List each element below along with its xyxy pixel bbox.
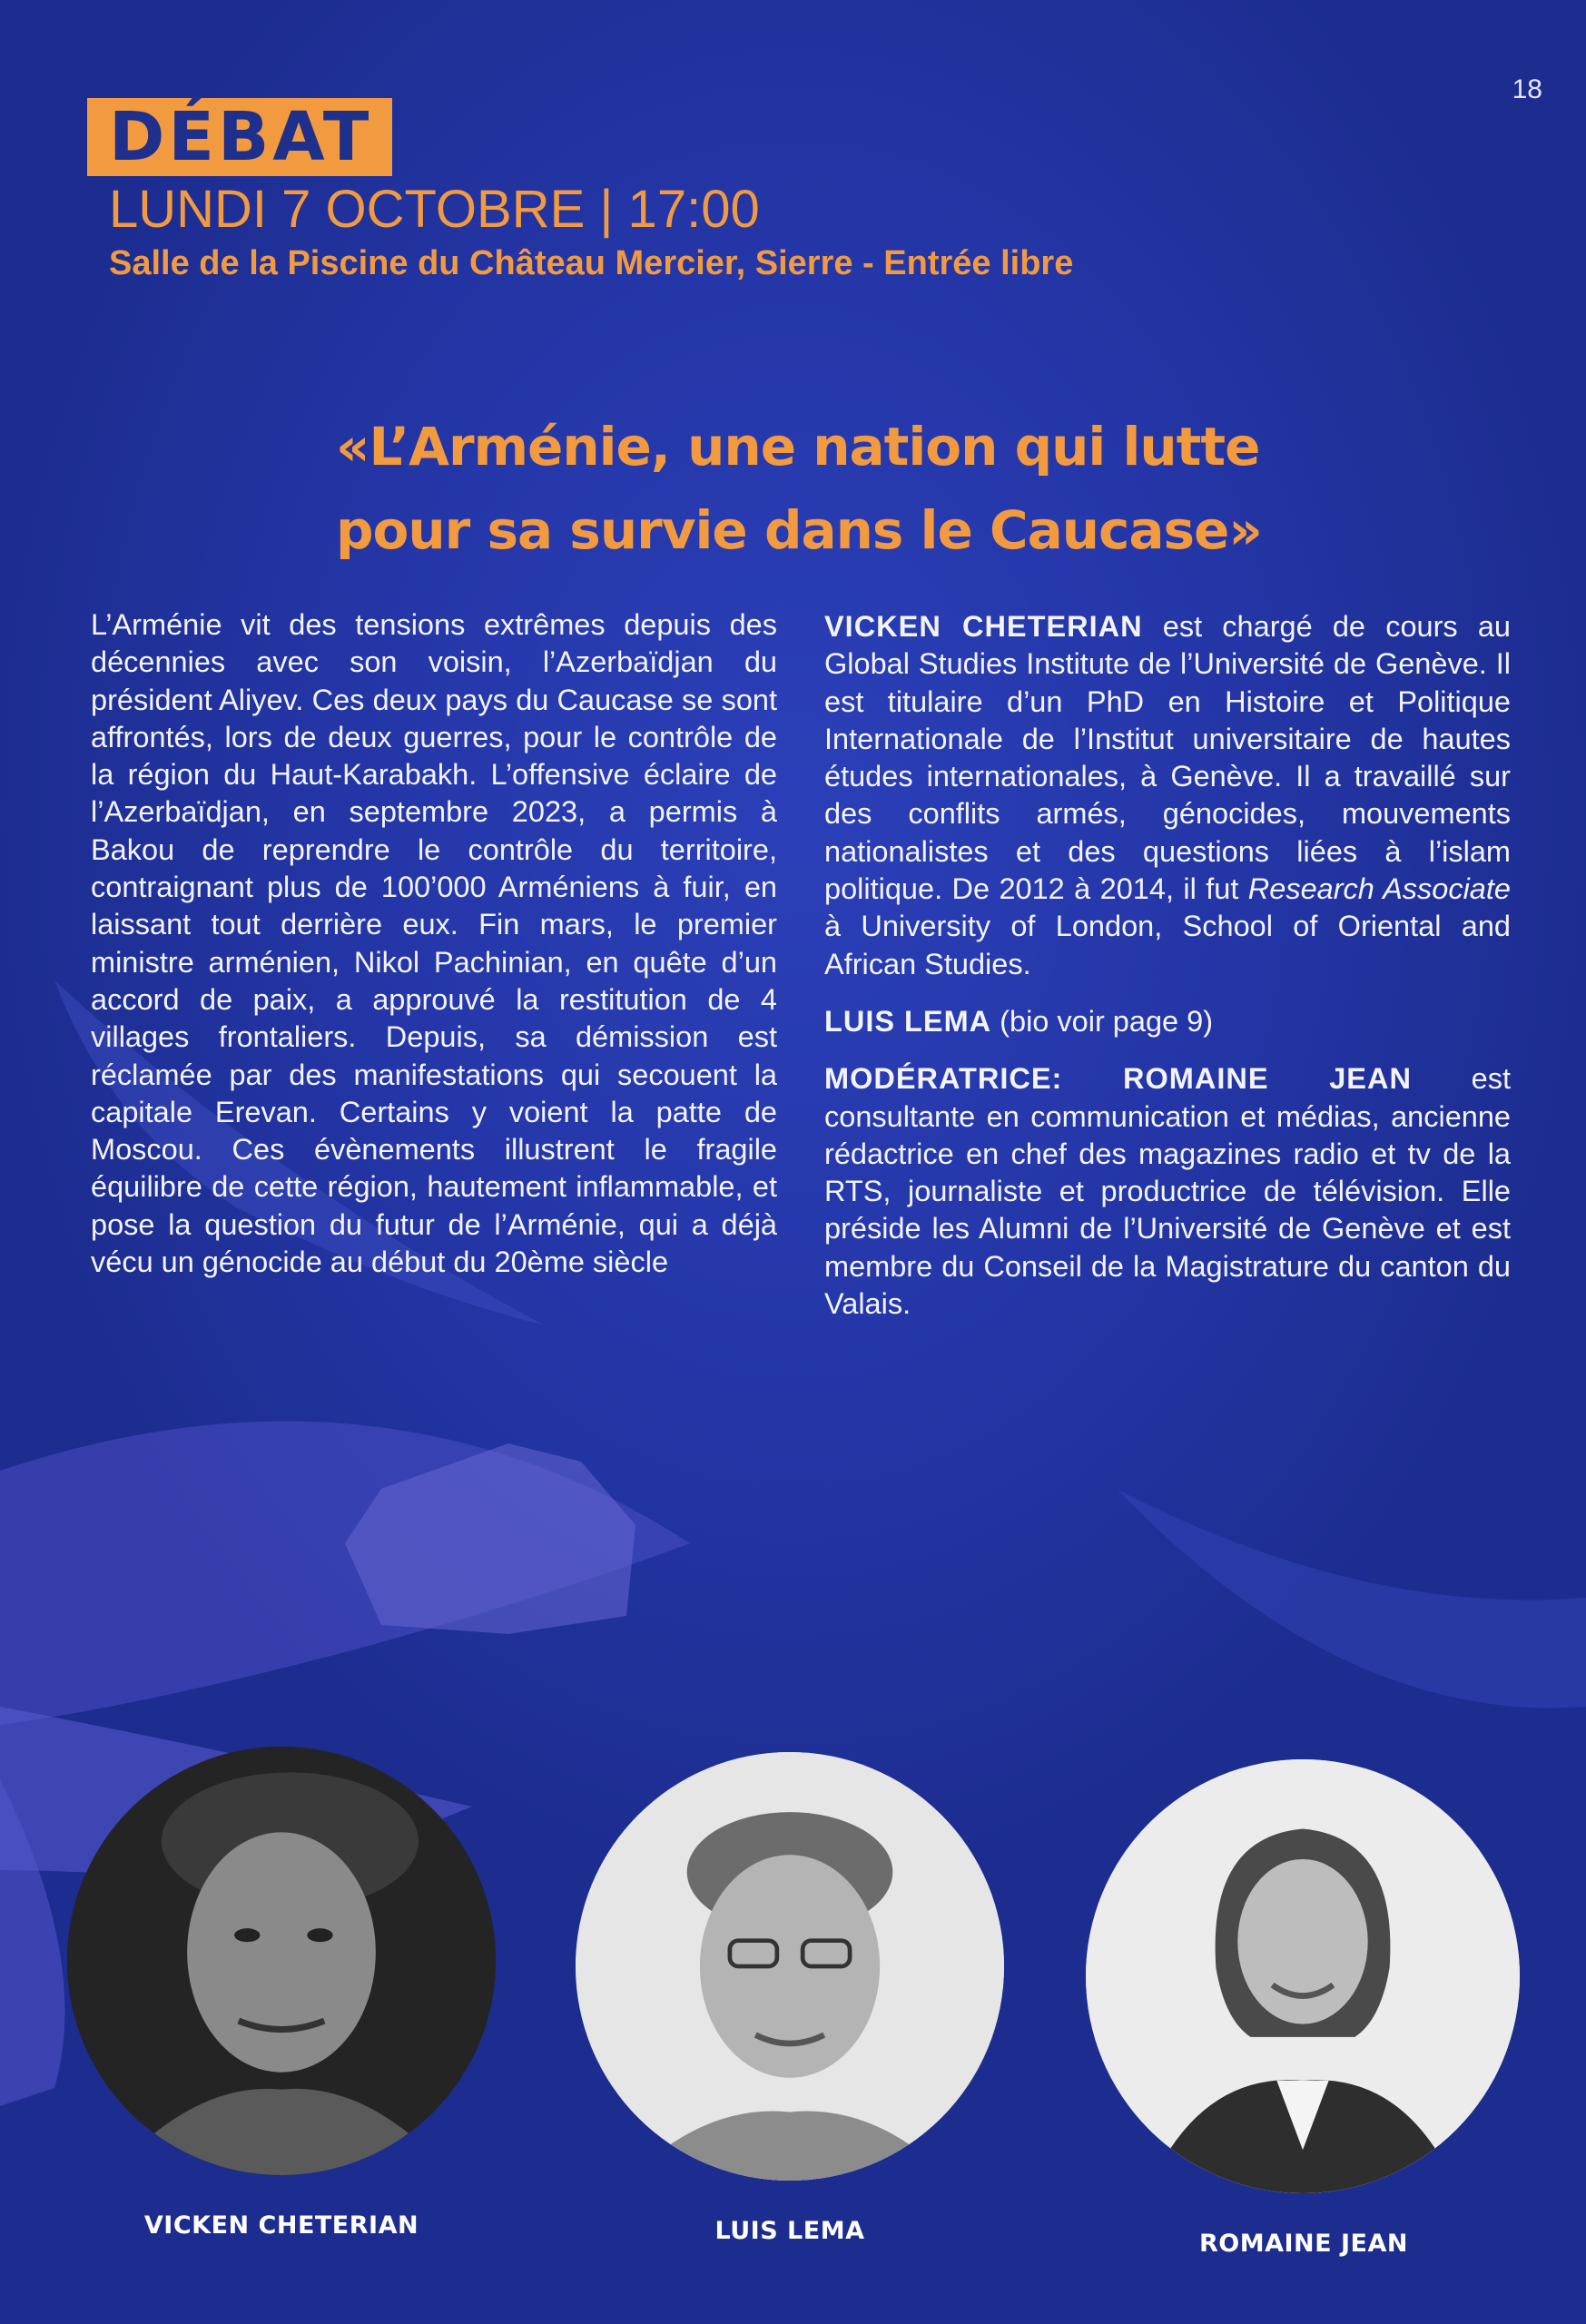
section-tag: DÉBAT <box>87 98 392 176</box>
portrait-caption: VICKEN CHETERIAN <box>143 2211 419 2240</box>
bio-text: est chargé de cours au Global Studies Institute de l’Université de Genève. Il est titulaire d’un PhD en Histoire et Politique Internationale de l’Institut universitaire de hautes études internationales, à Genève. Il a travaillé sur des conflits armés, génocides, mouvements nationalistes et des questions liées à l’islam politique. De 2012 à 2014, il fut <box>824 610 1511 906</box>
portrait-jean-image <box>1086 1759 1520 2193</box>
page-number: 18 <box>1512 74 1542 104</box>
bio-text: (bio voir page 9) <box>991 1004 1214 1038</box>
portrait-caption: ROMAINE JEAN <box>1199 2230 1408 2258</box>
title-line-2: pour sa survie dans le Caucase» <box>336 499 1262 561</box>
portrait-lema-image <box>576 1752 1004 2181</box>
bio-name: LUIS LEMA <box>824 1004 992 1038</box>
intro-text: L’Arménie vit des tensions extrêmes depuis des décennies avec son voisin, l’Azerbaïdjan du président Aliyev. Ces deux pays du Caucase se sont affrontés, lors de deux guerres, pour le contrôle de la région du Haut-Karabakh. L’offensive éclaire de l’Azerbaïdjan, en septembre 2023, a permis à Bakou de reprendre le contrôle du territoire, contraignant plus de 100’000 Arméniens à fuir, en laissant tout derrière eux. Fin mars, le premier ministre arménien, Nikol Pachinian, en quête d’un accord de paix, a approuvé la restitution de 4 villages frontaliers. Depuis, sa démission est réclamée par des manifestations qui secouent la capitale Erevan. Certains y voient la patte de Moscou. Ces évènements illustrent le fragile équilibre de cette région, hautement inflammable, et pose la question du futur de l’Arménie, qui a déjà vécu un génocide au début du 20ème siècle <box>91 608 777 1279</box>
bio-italic: Research Associate <box>1247 872 1511 906</box>
portrait-cheterian-image <box>67 1747 496 2175</box>
event-date: LUNDI 7 OCTOBRE | 17:00 <box>109 180 760 239</box>
title-line-1: «L’Arménie, une nation qui lutte <box>336 416 1260 478</box>
bio-text: est consultante en communication et médias, ancienne rédactrice en chef des magazines radio et tv de la RTS, journaliste et productrice de télévision. Elle préside les Alumni de l’Université de Genève et est membre du Conseil de la Magistrature du canton du Valais. <box>824 1062 1511 1321</box>
bio-name: MODÉRATRICE: ROMAINE JEAN <box>824 1062 1412 1096</box>
event-venue: Salle de la Piscine du Château Mercier, Sierre - Entrée libre <box>109 244 1074 282</box>
portrait-jean <box>1086 1759 1520 2193</box>
bio-text: à University of London, School of Oriental and African Studies. <box>824 910 1511 980</box>
portrait-caption: LUIS LEMA <box>714 2217 865 2245</box>
portrait-cheterian <box>67 1747 496 2175</box>
bio-name: VICKEN CHETERIAN <box>824 610 1143 643</box>
portrait-lema <box>576 1752 1004 2181</box>
